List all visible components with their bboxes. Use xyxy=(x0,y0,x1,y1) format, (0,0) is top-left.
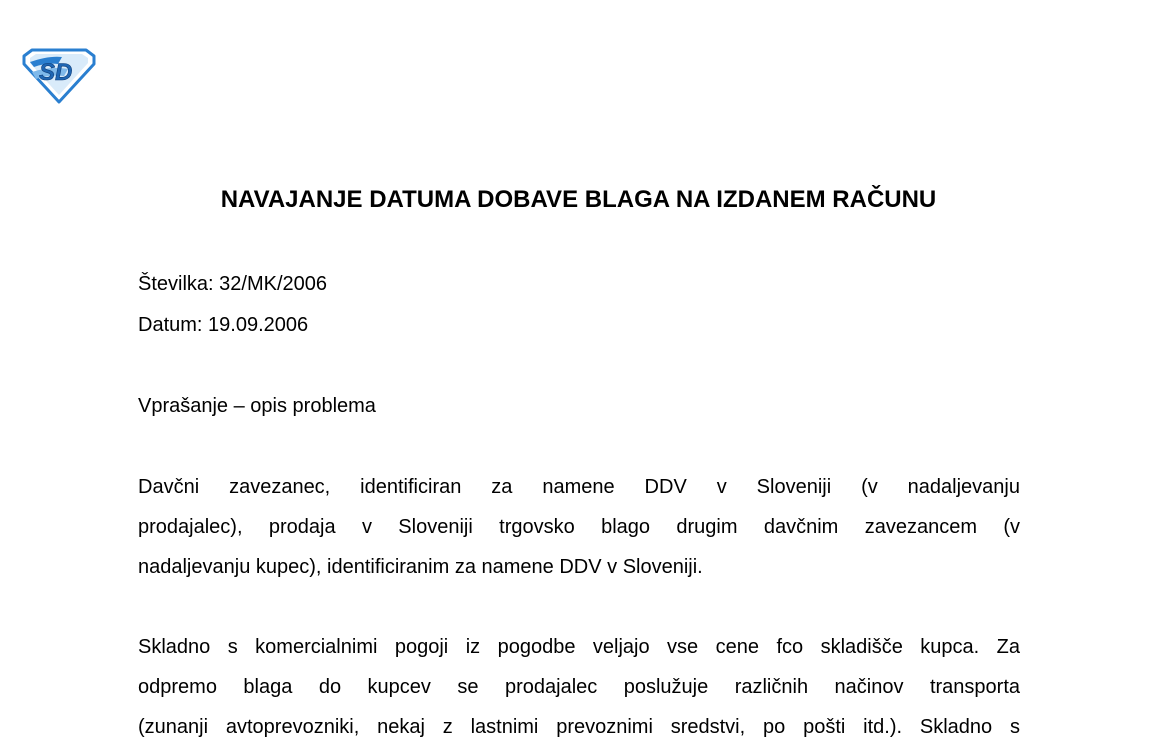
paragraph-line: nadaljevanju kupec), identificiranim za namene DDV v Sloveniji. xyxy=(138,556,703,578)
paragraph-line: prodajalec), prodaja v Sloveniji trgovsko blago drugim davčnim zavezancem (v xyxy=(138,516,1020,538)
paragraph-line: Davčni zavezanec, identificiran za namene DDV v Sloveniji (v nadaljevanju xyxy=(138,476,1020,498)
paragraph-line: odpremo blaga do kupcev se prodajalec poslužuje različnih načinov transporta xyxy=(138,676,1020,698)
paragraph-line: Skladno s komercialnimi pogoji iz pogodbe veljajo vse cene fco skladišče kupca. Za xyxy=(138,636,1020,658)
section-heading: Vprašanje – opis problema xyxy=(138,395,376,417)
document-title: NAVAJANJE DATUMA DOBAVE BLAGA NA IZDANEM RAČUNU xyxy=(220,186,937,213)
company-logo xyxy=(22,48,96,104)
logo-letters: SD xyxy=(39,59,73,86)
document-number: Številka: 32/MK/2006 xyxy=(138,273,327,295)
body-paragraph xyxy=(138,627,1020,747)
body-paragraph xyxy=(138,467,1020,587)
paragraph-line: (zunanji avtoprevozniki, nekaj z lastnimi prevoznimi sredstvi, po pošti itd.). Skladno s xyxy=(138,716,1020,738)
sd-shield-logo-icon xyxy=(22,48,96,104)
document-date: Datum: 19.09.2006 xyxy=(138,314,309,336)
